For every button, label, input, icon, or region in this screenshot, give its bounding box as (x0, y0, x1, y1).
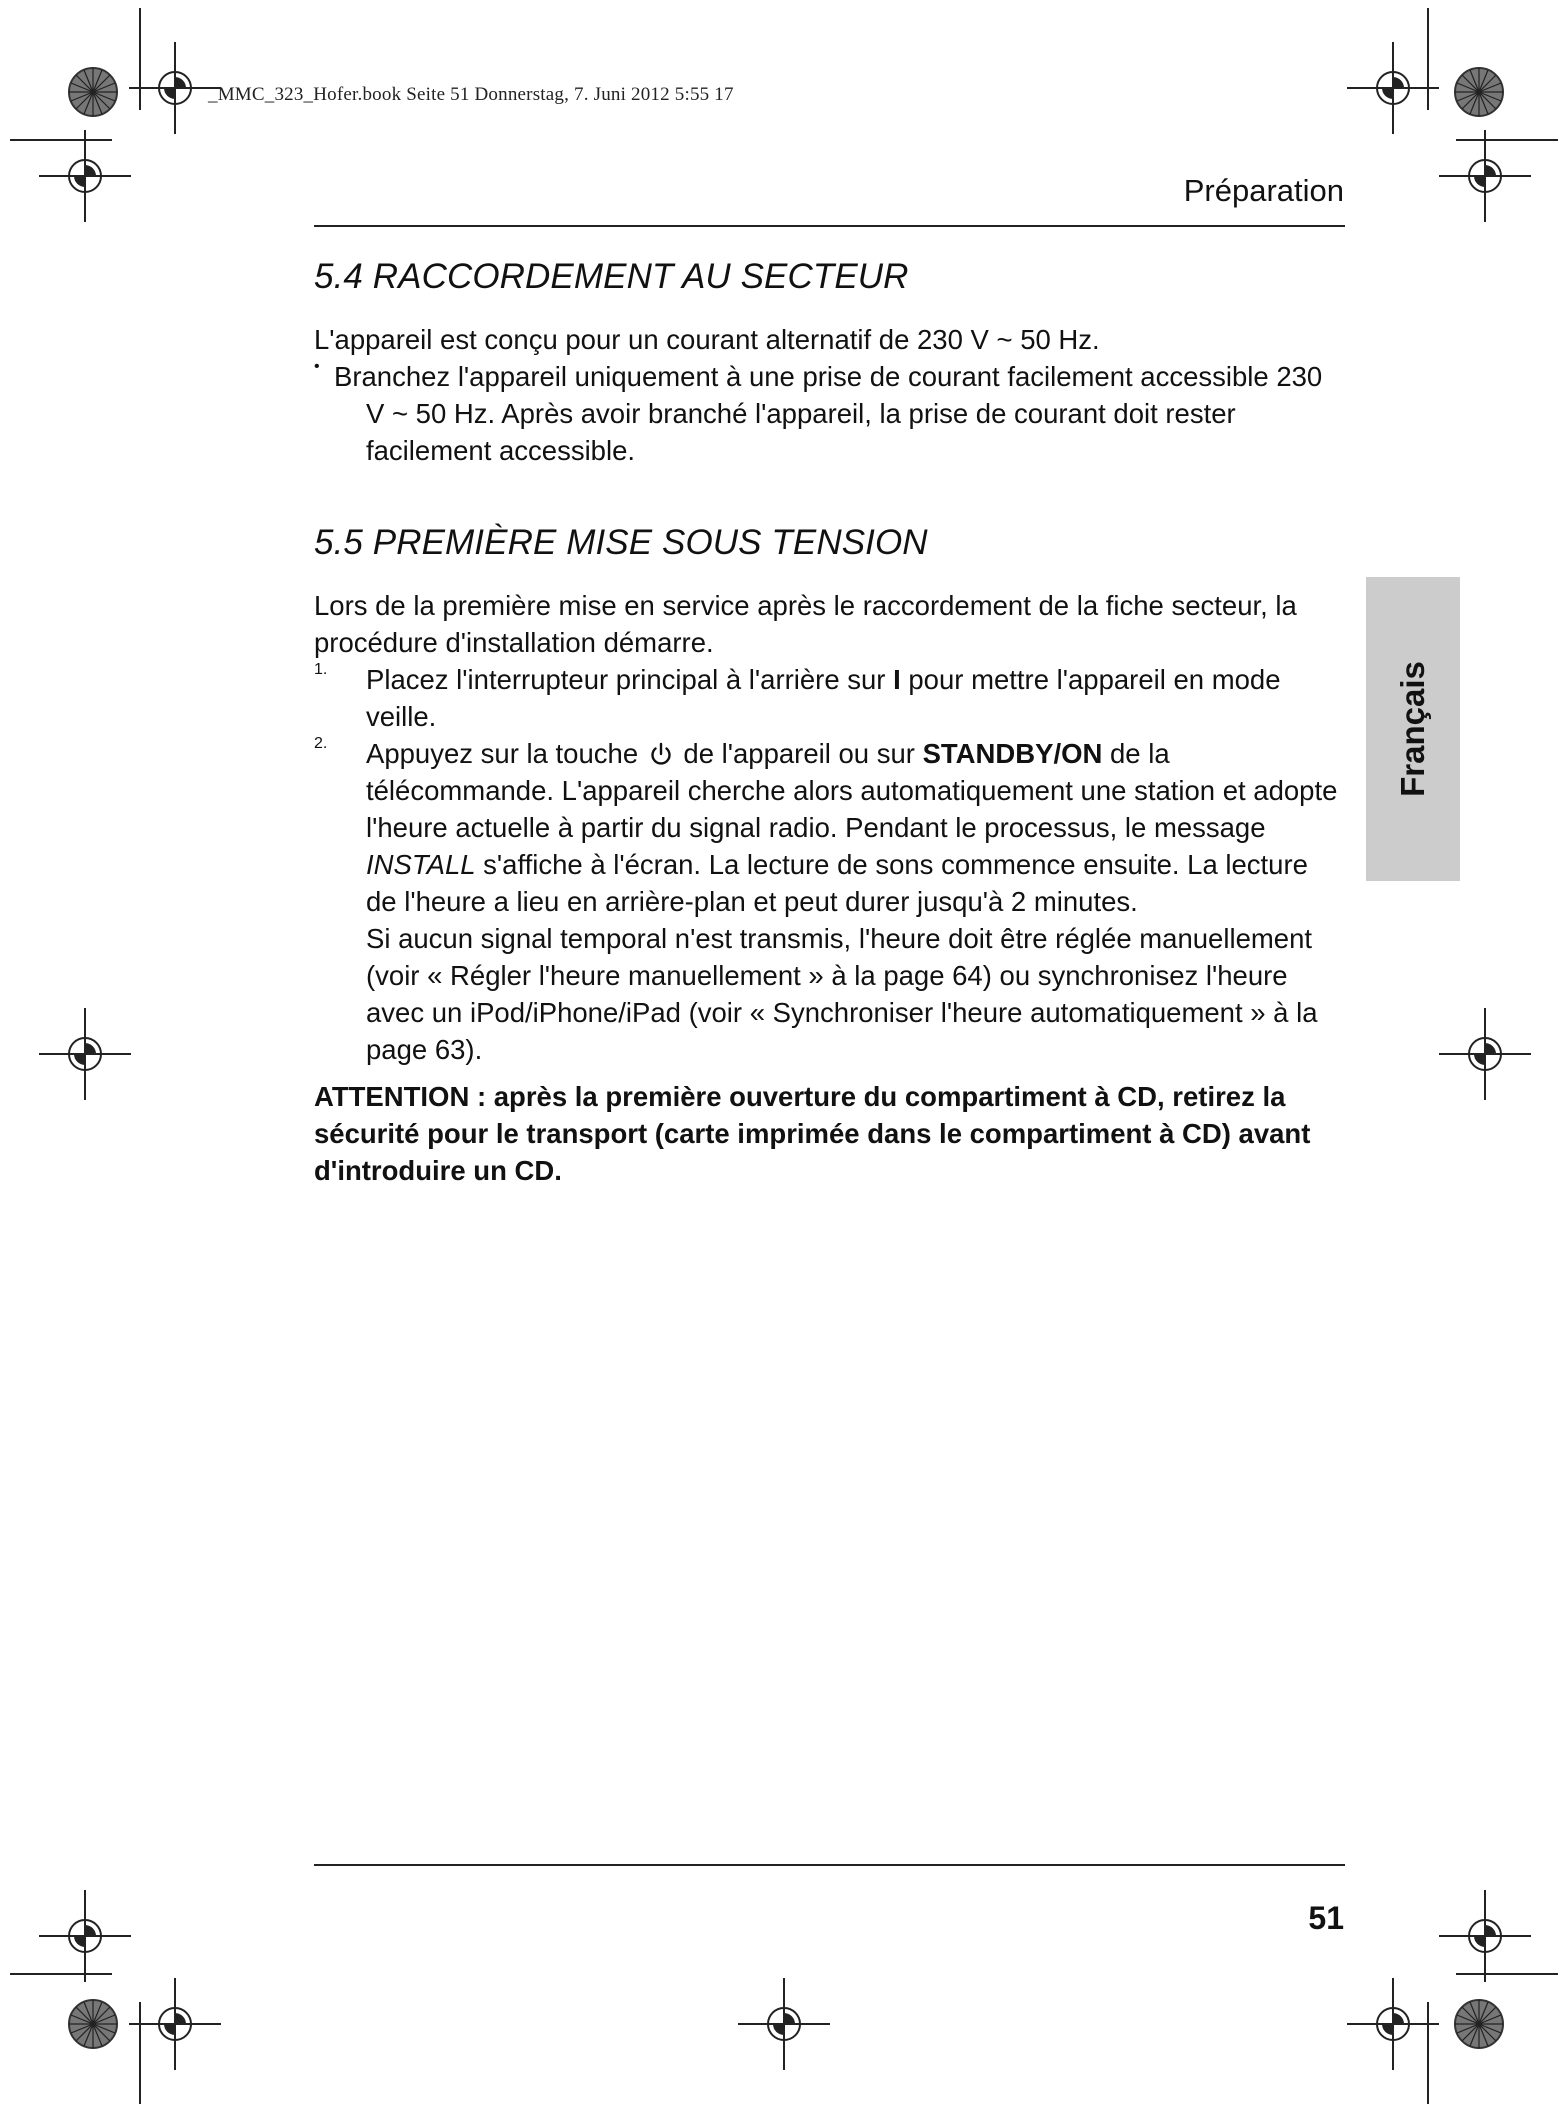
step-1-text: Placez l'interrupteur principal à l'arrière sur I pour mettre l'appareil en mode veille. (366, 664, 1281, 732)
list-item (314, 661, 1345, 735)
bullet-text: Branchez l'appareil uniquement à une prise de courant facilement accessible 230 V ~ 50 Hz. Après avoir branché l'appareil, la prise de courant doit rester facilement accessible. (334, 361, 1323, 466)
step-2-note: Si aucun signal temporal n'est transmis, l'heure doit être réglée manuellement (voir « Régler l'heure manuellement » à la page 64) ou synchronisez l'heure avec un iPod/iPhone/iPad (voir « Synchroniser l'heure automatiquement » à la page 63). (366, 923, 1318, 1065)
bullet: • (314, 358, 320, 375)
language-tab-label: Français (1394, 661, 1431, 797)
header-rule (314, 225, 1345, 227)
step-number: 1. (314, 661, 328, 678)
section-title-5-4: 5.4 RACCORDEMENT AU SECTEUR (314, 257, 909, 296)
attention-note: ATTENTION : après la première ouverture du compartiment à CD, retirez la sécurité pour le transport (carte imprimée dans le compartiment à CD) avant d'introduire un CD. (314, 1081, 1311, 1186)
power-icon (648, 741, 674, 767)
section-5-4-intro: L'appareil est conçu pour un courant alternatif de 230 V ~ 50 Hz. (314, 324, 1100, 355)
section-title-5-5: 5.5 PREMIÈRE MISE SOUS TENSION (314, 523, 928, 562)
running-head: Préparation (1183, 173, 1344, 208)
section-5-5-intro: Lors de la première mise en service après le raccordement de la fiche secteur, la procédure d'installation démarre. (314, 590, 1297, 658)
language-tab (1366, 577, 1460, 881)
footer-rule (314, 1864, 1345, 1866)
page-content (314, 255, 1345, 1189)
step-2-text: Appuyez sur la touche de l'appareil ou sur STANDBY/ON de la télécommande. L'appareil cherche alors automatiquement une station et adopte l'heure actuelle à partir du signal radio. Pendant le processus, le message INSTALL s'affiche à l'écran. La lecture de sons commence ensuite. La lecture de l'heure a lieu en arrière-plan et peut durer jusqu'à 2 minutes. (366, 738, 1338, 917)
step-number: 2. (314, 735, 328, 752)
page-number: 51 (1308, 1900, 1344, 1936)
list-item (314, 735, 1345, 1068)
book-header: _MMC_323_Hofer.book Seite 51 Donnerstag, 7. Juni 2012 5:55 17 (208, 84, 734, 105)
list-item (314, 358, 1345, 469)
